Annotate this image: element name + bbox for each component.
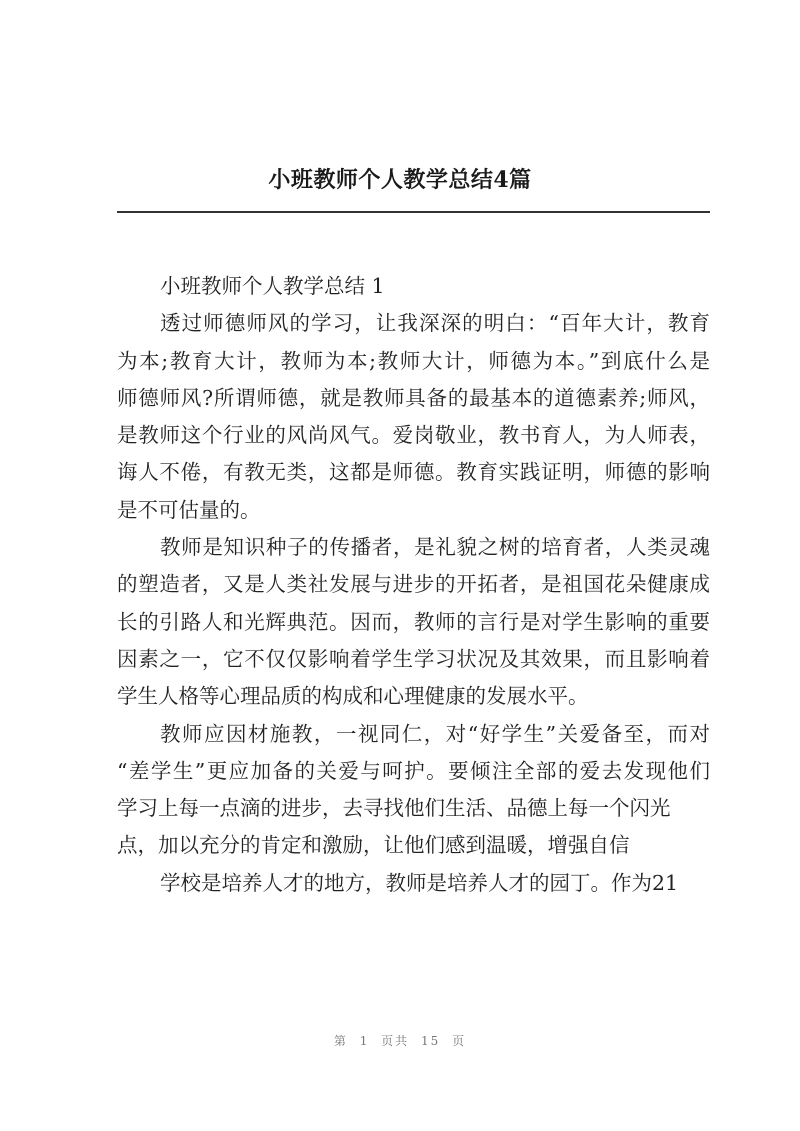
text-line: 教师应因材施教，一视同仁，对“好学生”关爱备至，而对 <box>160 721 710 746</box>
paragraph-1 <box>117 305 710 529</box>
text-line: 的塑造者，又是人类社发展与进步的开拓者，是祖国花朵健康成 <box>117 572 710 597</box>
text-line: 透过师德师风的学习，让我深深的明白：“百年大计，教育 <box>160 311 710 336</box>
text-line: 是教师这个行业的风尚风气。爱岗敬业，教书育人，为人师表， <box>117 423 710 448</box>
section-heading: 小班教师个人教学总结 1 <box>160 274 385 298</box>
text-line: 长的引路人和光辉典范。因而，教师的言行是对学生影响的重要 <box>117 609 710 634</box>
text-line: 因素之一，它不仅仅影响着学生学习状况及其效果，而且影响着 <box>117 646 710 671</box>
text-line: 教师是知识种子的传播者，是礼貌之树的培育者，人类灵魂 <box>160 535 710 560</box>
paragraph-4 <box>117 865 710 902</box>
text-line: 点，加以充分的肯定和激励，让他们感到温暖，增强自信 <box>117 833 630 858</box>
paragraph-3 <box>117 716 710 865</box>
text-line: 为本;教育大计，教师为本;教师大计，师德为本。”到底什么是 <box>117 348 710 373</box>
text-line: 师德师风?所谓师德，就是教师具备的最基本的道德素养;师风， <box>117 385 710 410</box>
text-line: 诲人不倦，有教无类，这都是师德。教育实践证明，师德的影响 <box>117 460 710 485</box>
document-title: 小班教师个人教学总结4篇 <box>268 167 532 193</box>
page-number-footer: 第 1 页共 15 页 <box>333 1034 467 1048</box>
document-body <box>117 268 710 902</box>
text-line: 学校是培养人才的地方，教师是培养人才的园丁。作为21 <box>160 870 679 895</box>
text-line: 是不可估量的。 <box>117 497 261 522</box>
text-line: 学习上每一点滴的进步，去寻找他们生活、品德上每一个闪光 <box>117 796 671 821</box>
text-line: 学生人格等心理品质的构成和心理健康的发展水平。 <box>117 684 589 709</box>
paragraph-2 <box>117 529 710 715</box>
title-divider <box>117 211 710 213</box>
text-line: “差学生”更应加备的关爱与呵护。要倾注全部的爱去发现他们 <box>117 758 710 783</box>
